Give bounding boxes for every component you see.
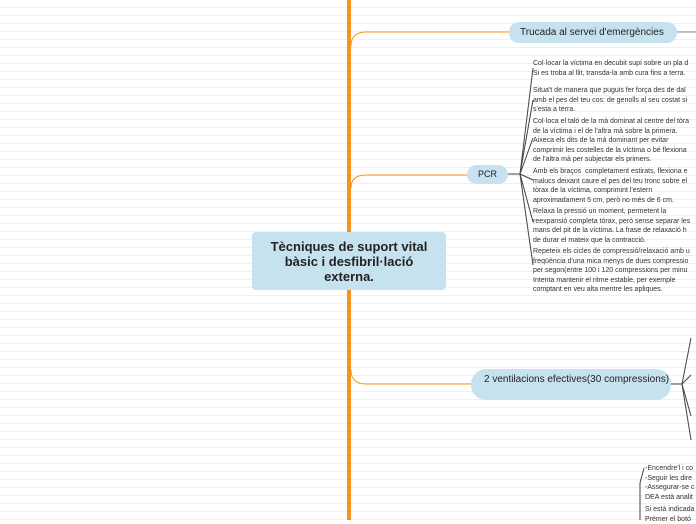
connector-pcr xyxy=(351,175,467,188)
branch-emergency-call[interactable] xyxy=(509,22,677,43)
branch-pcr[interactable] xyxy=(467,165,508,184)
pcr-step-4[interactable]: Amb els braços completament estirats, flexiona e malucs deixant caure el pes del teu tronc sobre el tòrax de la víctima, comprimint l'estern aproximadament 5 cm, però no més de 6 cm. xyxy=(533,168,688,204)
pcr-step-2[interactable]: Situa't de manera que puguis fer força des de dal amb el pes del teu cos: de genolls al seu costat si s'esta a terra. xyxy=(533,87,688,113)
central-topic[interactable] xyxy=(252,232,446,290)
pcr-step-5[interactable]: Relaxa la pressió un moment, permetent la reexpansió completa tòrax, però sense separar les mans del pit de la víctima. La frase de relaxació h de durar el mateix que la contracció. xyxy=(533,208,691,244)
branch-emergency-call-label: Trucada al servei d'emergències xyxy=(520,27,664,38)
ventilation-sub-connectors xyxy=(671,338,691,440)
branch-ventilations[interactable] xyxy=(471,369,671,400)
branch-ventilations-label: 2 ventilacions efectives(30 compressions) xyxy=(484,374,670,385)
pcr-step-6[interactable]: Repeteix els cicles de compressió/relaxació amb u freqüència d'una mica menys de dues compressio per segon(entre 100 i 120 compressions per minu Intenta mantenir el ritme estable, per exemple comptant en veu alta mentre les apliques. xyxy=(533,248,690,293)
dea-indicated[interactable]: Si està indicada Prémer el botó xyxy=(645,506,695,523)
pcr-sub-connectors xyxy=(508,68,533,265)
dea-instructions[interactable]: -Encendre'l i co -Seguir les dire -Assegurar-se c DEA està analit xyxy=(645,465,695,501)
pcr-step-3[interactable]: Col·loca el taló de la mà dominat al centre del tòra de la víctima i el de l'altra mà sobre la primera. Aixeca els dits de la mà dominant per evitar comprimir les costelles de la víctima o bé flexiona de l'altra mà per subjectar els primers. xyxy=(533,118,690,163)
central-topic-label: Tècniques de suport vital bàsic i desfibril·lació externa. xyxy=(270,238,428,284)
connector-emergency-call xyxy=(351,32,509,46)
dea-sub-connectors xyxy=(640,468,644,520)
connector-ventilations xyxy=(351,370,471,384)
branch-pcr-label: PCR xyxy=(477,169,497,179)
pcr-step-1[interactable]: Col·locar la víctima en decubit supí sobre un pla d Si es troba al llit, transda-la amb cura fins a terra. xyxy=(533,60,689,77)
